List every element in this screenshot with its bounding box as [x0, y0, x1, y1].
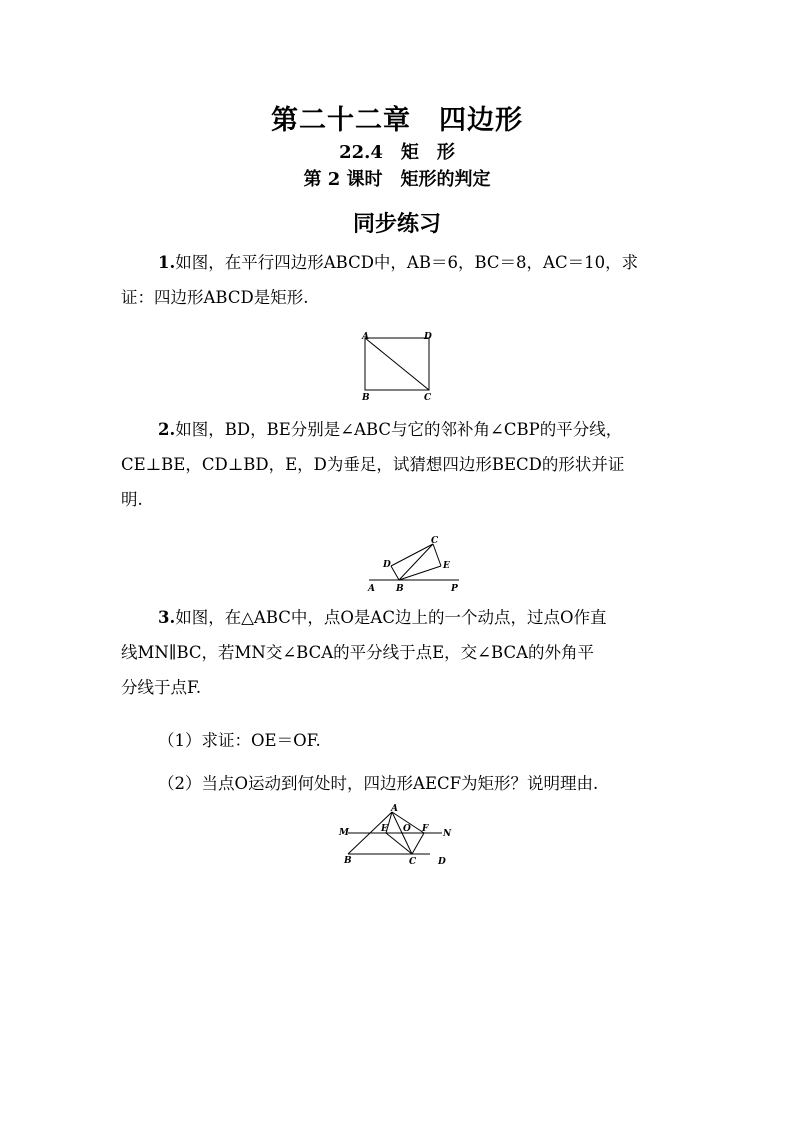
- problem-2-line-1: 如图，BD，BE分别是∠ABC与它的邻补角∠CBP的平分线，: [175, 420, 623, 439]
- problem-3-part-1: （1）求证：OE＝OF.: [158, 731, 321, 750]
- label-n: N: [443, 829, 452, 839]
- problem-3-part-2: （2）当点O运动到何处时，四边形AECF为矩形？说明理由.: [158, 774, 599, 793]
- problem-1-number: 1.: [158, 253, 176, 272]
- label-p: P: [451, 584, 458, 594]
- label-e: E: [443, 561, 450, 571]
- figure-rectangle-abcd: [355, 328, 440, 404]
- problem-2: [121, 412, 681, 517]
- problem-2-line-3: 明.: [121, 490, 143, 509]
- segment-ce: [433, 544, 441, 566]
- label-c: C: [409, 857, 417, 867]
- label-e: E: [381, 824, 388, 834]
- figure-quadrilateral-becd: [365, 532, 465, 594]
- label-c: C: [431, 536, 439, 546]
- segment-cf: [412, 833, 424, 854]
- label-a: A: [368, 584, 375, 594]
- problem-1-line-2: 证：四边形ABCD是矩形.: [121, 288, 309, 307]
- diagonal-ac: [365, 338, 429, 390]
- problem-1: [121, 245, 681, 315]
- label-d: D: [424, 332, 432, 342]
- segment-bd: [391, 566, 399, 580]
- lesson-title: 第 2 课时 矩形的判定: [303, 169, 491, 190]
- label-o: O: [403, 824, 411, 834]
- problem-3-line-3: 分线于点F.: [121, 678, 202, 697]
- problem-3-line-1: 如图，在△ABC中，点O是AC边上的一个动点，过点O作直: [175, 608, 607, 627]
- problem-2-line-2: CE⊥BE，CD⊥BD，E，D为垂足，试猜想四边形BECD的形状并证: [121, 455, 625, 474]
- label-f: F: [422, 824, 429, 834]
- problem-3: [121, 600, 681, 705]
- label-c: C: [424, 393, 432, 403]
- segment-dc: [391, 544, 433, 566]
- label-a: A: [362, 332, 369, 342]
- segment-ce: [386, 833, 412, 854]
- label-b: B: [344, 856, 352, 866]
- label-m: M: [339, 828, 349, 838]
- problem-3-line-2: 线MN∥BC，若MN交∠BCA的平分线于点E，交∠BCA的外角平: [121, 643, 594, 662]
- problem-2-number: 2.: [158, 420, 176, 439]
- label-b: B: [396, 584, 404, 594]
- label-d: D: [383, 560, 391, 570]
- practice-heading: 同步练习: [352, 211, 441, 237]
- problem-1-line-1: 如图，在平行四边形ABCD中，AB＝6，BC＝8，AC＝10，求: [175, 253, 639, 272]
- label-a: A: [391, 804, 398, 814]
- label-d: D: [438, 857, 446, 867]
- label-b: B: [362, 393, 370, 403]
- problem-3-number: 3.: [158, 608, 176, 627]
- chapter-title: 第二十二章 四边形: [271, 105, 523, 136]
- figure-triangle-abc-mn: [336, 800, 456, 870]
- section-title: 22.4 矩 形: [339, 142, 455, 163]
